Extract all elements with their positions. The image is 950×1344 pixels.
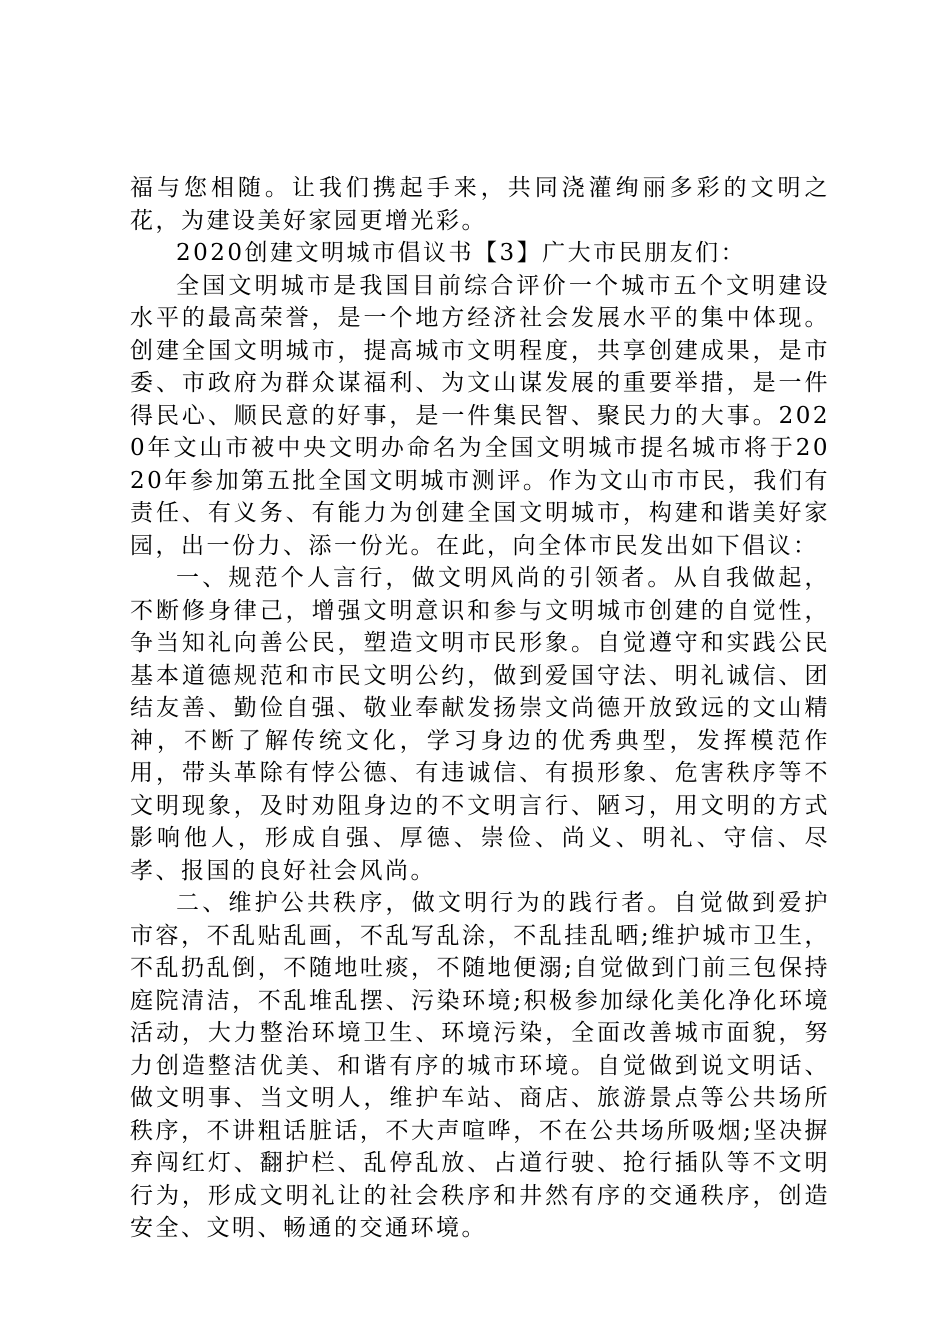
document-page xyxy=(130,172,830,1245)
paragraph-point-one: 一、规范个人言行，做文明风尚的引领者。从自我做起，不断修身律己，增强文明意识和参与文明城市创建的自觉性，争当知礼向善公民，塑造文明市民形象。自觉遵守和实践公民基本道德规范和市民文明公约，做到爱国守法、明礼诚信、团结友善、勤俭自强、敬业奉献发扬崇文尚德开放致远的文山精神，不断了解传统文化，学习身边的优秀典型，发挥模范作用，带头革除有悖公德、有违诚信、有损形象、危害秩序等不文明现象，及时劝阻身边的不文明言行、陋习，用文明的方式影响他人，形成自强、厚德、崇俭、尚义、明礼、守信、尽孝、报国的良好社会风尚。 xyxy=(130,565,830,884)
paragraph-proposal-heading: 2020创建文明城市倡议书【3】广大市民朋友们： xyxy=(176,240,747,266)
paragraph-point-two: 二、维护公共秩序，做文明行为的践行者。自觉做到爱护市容，不乱贴乱画，不乱写乱涂，不乱挂乱晒;维护城市卫生，不乱扔乱倒，不随地吐痰，不随地便溺;自觉做到门前三包保持庭院清洁，不乱堆乱摆、污染环境;积极参加绿化美化净化环境活动，大力整治环境卫生、环境污染，全面改善城市面貌，努力创造整洁优美、和谐有序的城市环境。自觉做到说文明话、做文明事、当文明人，维护车站、商店、旅游景点等公共场所秩序，不讲粗话脏话，不大声喧哗，不在公共场所吸烟;坚决摒弃闯红灯、翻护栏、乱停乱放、占道行驶、抢行插队等不文明行为，形成文明礼让的社会秩序和井然有序的交通秩序，创造安全、文明、畅通的交通环境。 xyxy=(130,890,830,1241)
paragraph-introduction: 全国文明城市是我国目前综合评价一个城市五个文明建设水平的最高荣誉，是一个地方经济社会发展水平的集中体现。创建全国文明城市，提高城市文明程度，共享创建成果，是市委、市政府为群众谋福利、为文山谋发展的重要举措，是一件得民心、顺民意的好事，是一件集民智、聚民力的大事。2020年文山市被中央文明办命名为全国文明城市提名城市将于2020年参加第五批全国文明城市测评。作为文山市市民，我们有责任、有义务、有能力为创建全国文明城市，构建和谐美好家园，出一份力、添一份光。在此，向全体市民发出如下倡议： xyxy=(130,272,830,559)
paragraph-closing-blessing: 福与您相随。让我们携起手来，共同浇灌绚丽多彩的文明之花，为建设美好家园更增光彩。 xyxy=(130,175,830,234)
